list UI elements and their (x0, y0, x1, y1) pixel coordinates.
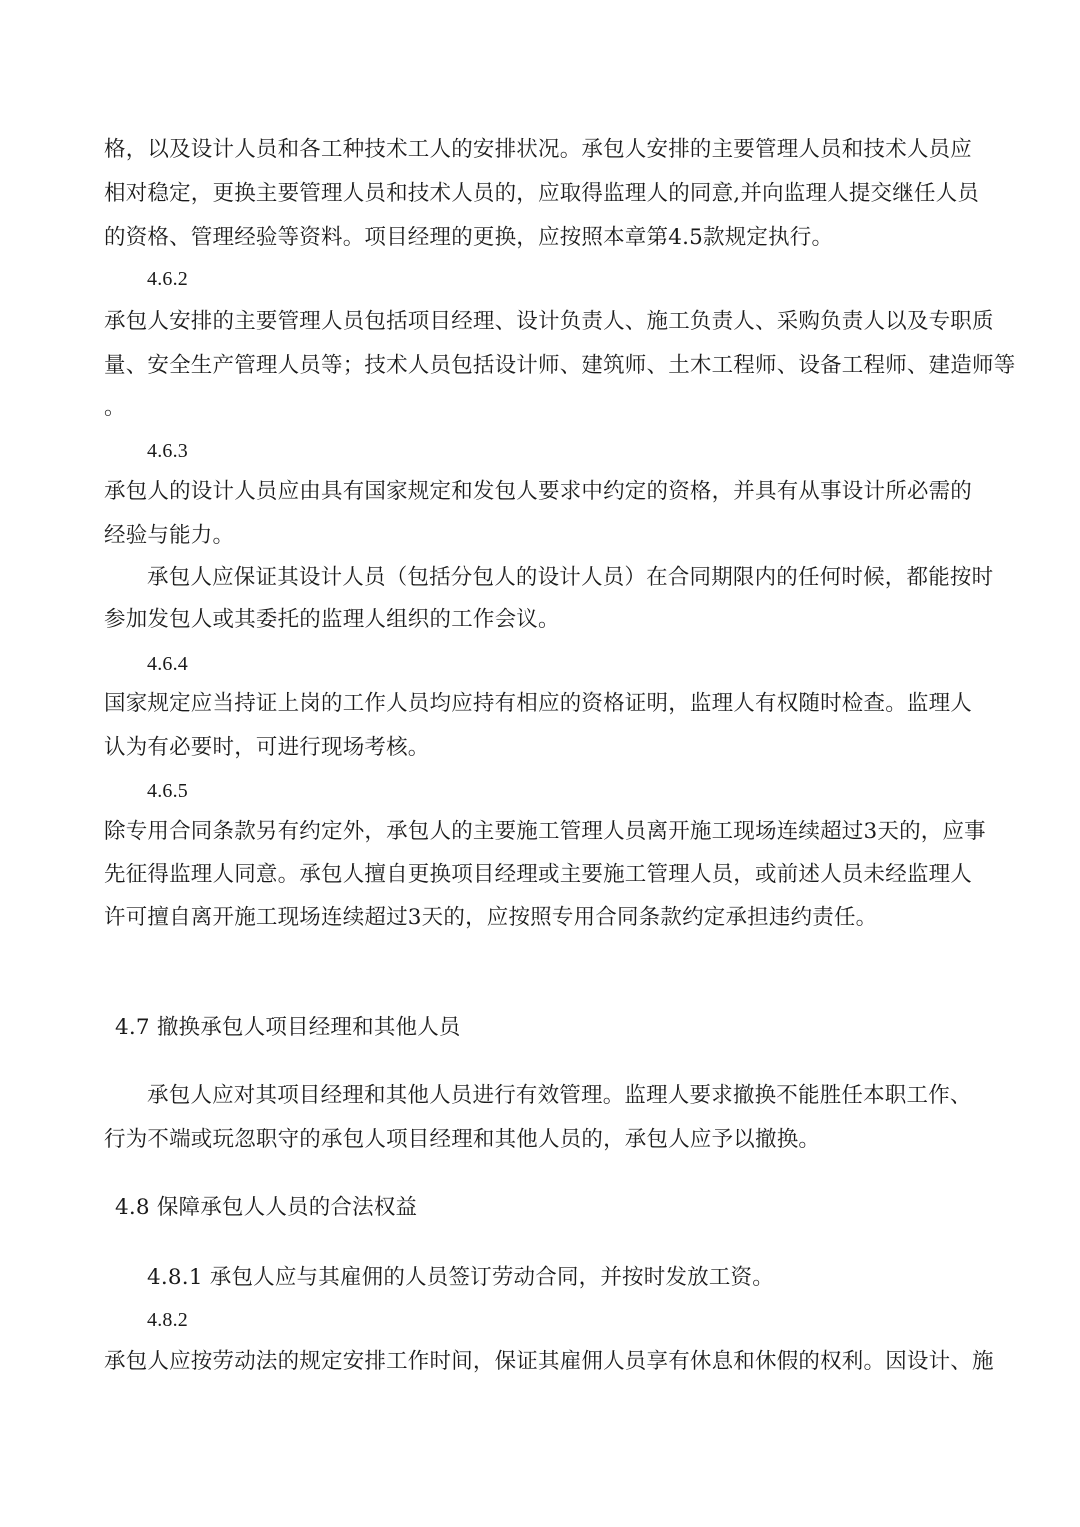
body-text-line: 承包人的设计人员应由具有国家规定和发包人要求中约定的资格，并具有从事设计所必需的 (104, 479, 973, 504)
clause-number: 4.6.5 (147, 780, 188, 802)
section-heading: 4.7 撤换承包人项目经理和其他人员 (115, 1015, 461, 1040)
body-text-line: 除专用合同条款另有约定外，承包人的主要施工管理人员离开施工现场连续超过3天的，应事 (104, 819, 986, 844)
body-text-line: 。 (104, 395, 126, 420)
body-text-line: 的资格、管理经验等资料。项目经理的更换，应按照本章第4.5款规定执行。 (104, 225, 834, 250)
body-text-line: 许可擅自离开施工现场连续超过3天的，应按照专用合同条款约定承担违约责任。 (104, 905, 878, 930)
body-text-line: 承包人安排的主要管理人员包括项目经理、设计负责人、施工负责人、采购负责人以及专职质 (104, 309, 994, 334)
clause-number: 4.6.2 (147, 268, 188, 290)
clause-number: 4.6.3 (147, 440, 188, 462)
body-text-line: 承包人应对其项目经理和其他人员进行有效管理。监理人要求撤换不能胜任本职工作、 (147, 1083, 972, 1108)
body-text-line: 承包人应按劳动法的规定安排工作时间，保证其雇佣人员享有休息和休假的权利。因设计、施 (104, 1349, 994, 1374)
body-text-line: 量、安全生产管理人员等；技术人员包括设计师、建筑师、土木工程师、设备工程师、建造师等 (104, 353, 1016, 378)
clause-number: 4.8.2 (147, 1309, 188, 1331)
section-heading: 4.8 保障承包人人员的合法权益 (115, 1195, 418, 1220)
body-text-line: 行为不端或玩忽职守的承包人项目经理和其他人员的，承包人应予以撤换。 (104, 1127, 821, 1152)
body-text-line: 相对稳定，更换主要管理人员和技术人员的，应取得监理人的同意,并向监理人提交继任人员 (104, 181, 980, 206)
body-text-line: 参加发包人或其委托的监理人组织的工作会议。 (104, 607, 560, 632)
body-text-line: 4.8.1 承包人应与其雇佣的人员签订劳动合同，并按时发放工资。 (147, 1265, 774, 1290)
body-text-line: 经验与能力。 (104, 523, 235, 548)
body-text-line: 承包人应保证其设计人员（包括分包人的设计人员）在合同期限内的任何时候，都能按时 (147, 565, 994, 590)
body-text-line: 先征得监理人同意。承包人擅自更换项目经理或主要施工管理人员，或前述人员未经监理人 (104, 862, 973, 887)
body-text-line: 认为有必要时，可进行现场考核。 (104, 735, 430, 760)
body-text-line: 国家规定应当持证上岗的工作人员均应持有相应的资格证明，监理人有权随时检查。监理人 (104, 691, 973, 716)
clause-number: 4.6.4 (147, 653, 188, 675)
body-text-line: 格，以及设计人员和各工种技术工人的安排状况。承包人安排的主要管理人员和技术人员应 (104, 137, 973, 162)
